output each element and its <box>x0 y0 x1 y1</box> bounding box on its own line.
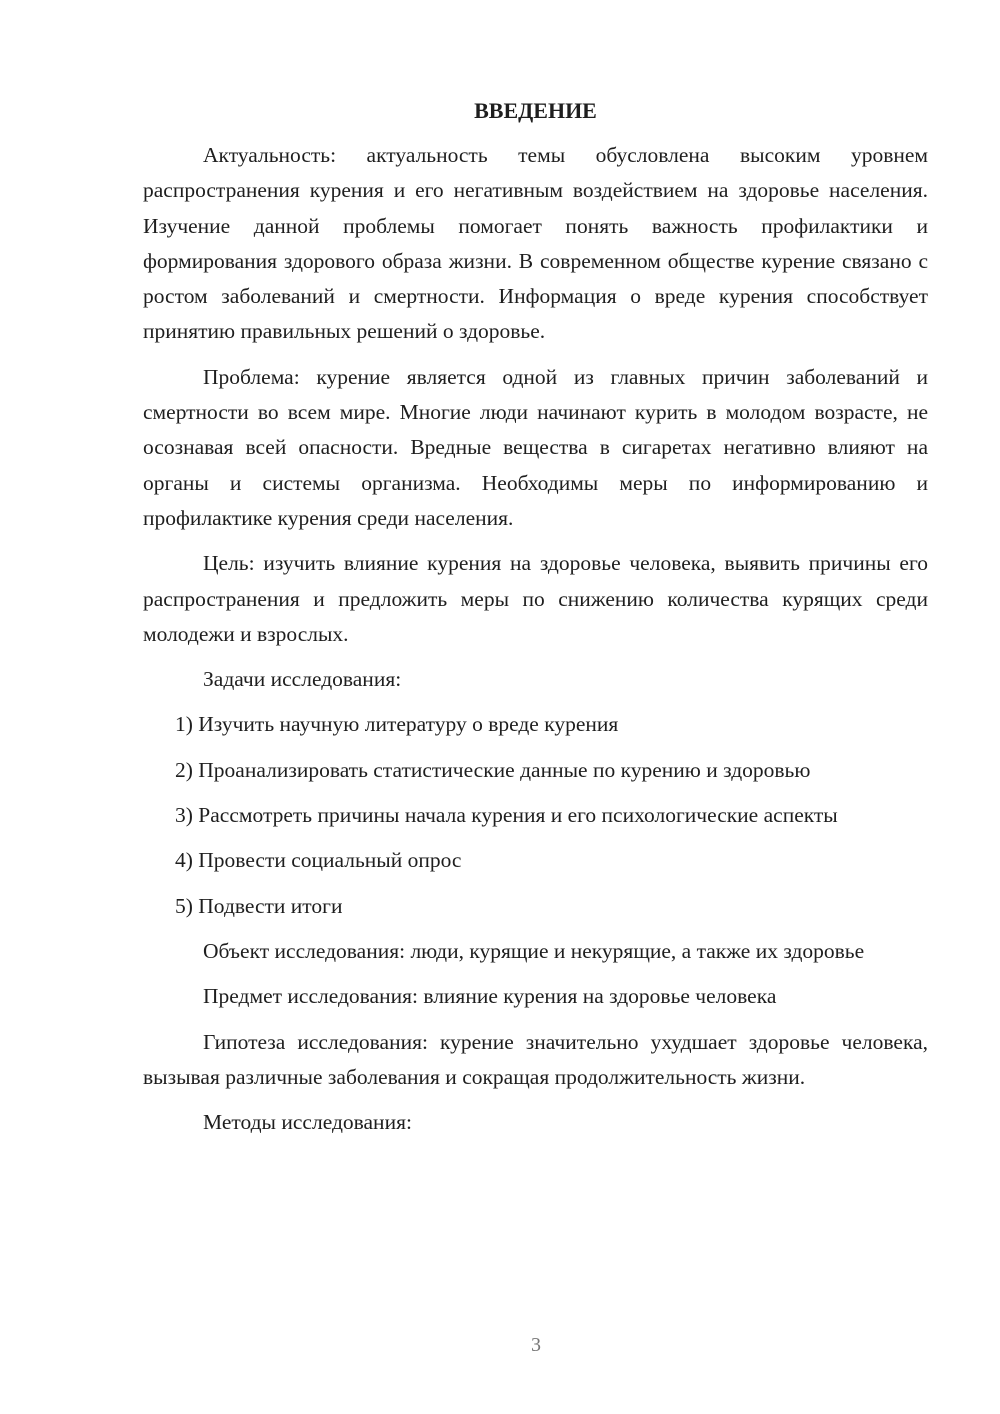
section-title: ВВЕДЕНИЕ <box>474 98 597 123</box>
paragraph-tasks-heading: Задачи исследования: <box>203 667 402 692</box>
task-item-4: 4) Провести социальный опрос <box>175 848 462 873</box>
paragraph-subject: Предмет исследования: влияние курения на здоровье человека <box>203 984 777 1009</box>
paragraph-relevance: Актуальность: актуальность темы обусловлена высоким уровнем распространения курения и его негативным воздействием на здоровье населения. Изучение данной проблемы помогает понять важность профилактики и формирования здорового образа жизни. В современном обществе курение связано с ростом заболеваний и смертности. Информация о вреде курения способствует принятию правильных решений о здоровье. <box>143 143 928 344</box>
task-item-1: 1) Изучить научную литературу о вреде курения <box>175 712 619 737</box>
paragraph-methods: Методы исследования: <box>203 1110 412 1135</box>
paragraph-object: Объект исследования: люди, курящие и некурящие, а также их здоровье <box>203 938 865 963</box>
task-item-2: 2) Проанализировать статистические данные по курению и здоровью <box>175 757 811 782</box>
page-number: 3 <box>531 1334 541 1356</box>
page-content <box>143 96 928 1150</box>
task-item-3: 3) Рассмотреть причины начала курения и его психологические аспекты <box>175 803 838 828</box>
paragraph-goal: Цель: изучить влияние курения на здоровье человека, выявить причины его распространения и предложить меры по снижению количества курящих среди молодежи и взрослых. <box>143 551 928 646</box>
paragraph-hypothesis: Гипотеза исследования: курение значительно ухудшает здоровье человека, вызывая различные заболевания и сокращая продолжительность жизни. <box>143 1029 928 1089</box>
task-item-5: 5) Подвести итоги <box>175 893 343 918</box>
paragraph-problem: Проблема: курение является одной из главных причин заболеваний и смертности во всем мире. Многие люди начинают курить в молодом возрасте, не осознавая всей опасности. Вредные вещества в сигаретах негативно влияют на органы и системы организма. Необходимы меры по информированию и профилактике курения среди населения. <box>143 364 928 530</box>
